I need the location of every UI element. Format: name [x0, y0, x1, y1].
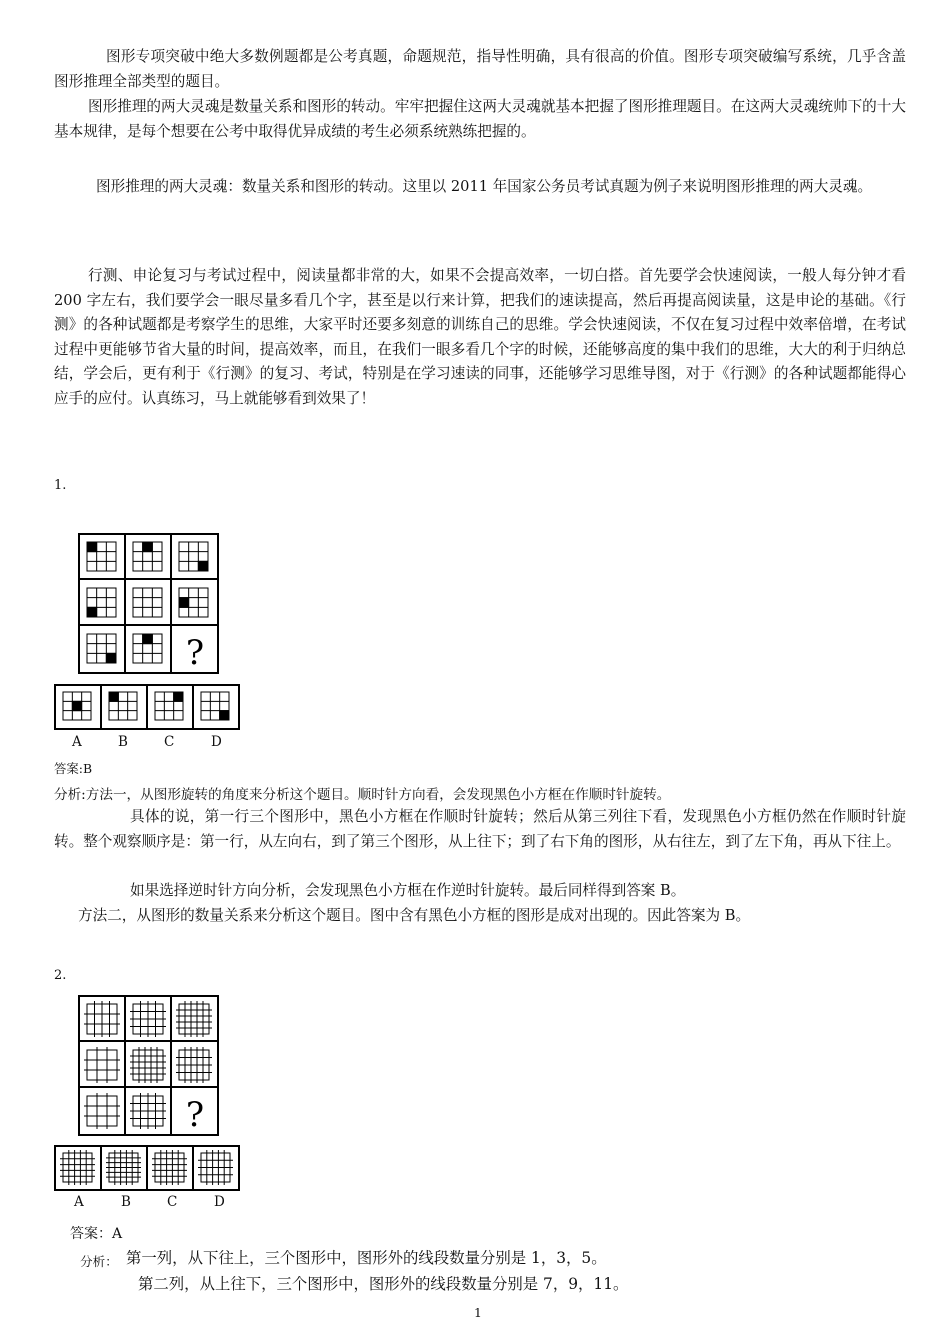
q1-cell-1-2: [179, 588, 208, 617]
q1-option-b-label: B: [118, 734, 128, 750]
q2-number: 2.: [54, 968, 67, 983]
q1-number: 1.: [54, 478, 67, 493]
q2-matrix-figure: [78, 995, 219, 1136]
q1-option-a-label: A: [72, 734, 82, 750]
q2-analysis-2: 第二列，从上往下，三个图形中，图形外的线段数量分别是 7，9，11。: [138, 1275, 629, 1293]
q1-answer: 答案:B: [54, 761, 93, 776]
q1-cell-1-0: [87, 588, 116, 617]
intro-paragraph-4: 行测、申论复习与考试过程中，阅读量都非常的大，如果不会提高效率，一切白搭。首先要学会快速阅读，一般人每分钟才看 200 字左右，我们要学会一眼尽量多看几个字，甚至是以行来计算，把我们的速读提高，然后再提高阅读量，这是申论的基础。《行测》的各种试题都是考察学生的思维，大家平时还要多刻意的训练自己的思维。学会快速阅读，不仅在复习过程中效率倍增，在考试过程中更能够节省大量的时间，提高效率，而且，在我们一眼多看几个字的时候，还能够高度的集中我们的思维，大大的利于归纳总结，学会后，更有利于《行测》的复习、考试，特别是在学习速读的同事，还能够学习思维导图，对于《行测》的各种试题都能得心应手的应付。认真练习，马上就能够看到效果了！: [54, 267, 906, 407]
q1-analysis-1: 分析:方法一，从图形旋转的角度来分析这个题目。顺时针方向看，会发现黑色小方框在作顺时针旋转。: [54, 787, 671, 803]
q1-option-0-grid: [63, 692, 91, 720]
q2-option-d-label: D: [214, 1194, 225, 1210]
q2-cell-0-2: [176, 1001, 212, 1037]
q1-option-2-grid: [155, 692, 183, 720]
q1-question-mark: ?: [185, 633, 205, 673]
q1-option-3-grid: [201, 692, 229, 720]
q2-cell-2-1: [130, 1093, 166, 1129]
q1-matrix-figure: [78, 533, 219, 674]
q1-analysis-4: 方法二，从图形的数量关系来分析这个题目。图中含有黑色小方框的图形是成对出现的。因此答案为 B。: [78, 907, 751, 924]
q1-cell-2-1: [133, 634, 162, 663]
intro-paragraph-2: 图形推理的两大灵魂是数量关系和图形的转动。牢牢把握住这两大灵魂就基本把握了图形推理题目。在这两大灵魂统帅下的十大基本规律，是每个想要在公考中取得优异成绩的考生必须系统熟练把握的。: [54, 98, 906, 140]
q1-options-figure: [54, 684, 240, 730]
q1-analysis-2: 具体的说，第一行三个图形中，黑色小方框在作顺时针旋转；然后从第三列往下看，发现黑色小方框仍然在作顺时针旋转。整个观察顺序是：第一行，从左向右，到了第三个图形，从上往下；到了右下角的图形，从右往左，到了左下角，再从下往上。: [54, 808, 906, 850]
q2-analysis-1: 第一列，从下往上，三个图形中，图形外的线段数量分别是 1，3，5。: [126, 1249, 607, 1267]
q1-option-1-grid: [109, 692, 137, 720]
q2-option-1-grid: [106, 1150, 141, 1185]
q1-cell-0-2: [179, 542, 208, 571]
q1-option-d-label: D: [211, 734, 222, 750]
q2-analysis-prefix: 分析：: [80, 1254, 118, 1269]
q2-question-mark: ?: [185, 1095, 205, 1135]
q1-analysis-3: 如果选择逆时针方向分析，会发现黑色小方框在作逆时针旋转。最后同样得到答案 B。: [130, 882, 686, 899]
q2-option-3-grid: [198, 1150, 233, 1185]
q1-cell-2-0: [87, 634, 116, 663]
q2-option-c-label: C: [167, 1194, 178, 1210]
q1-cell-0-1: [133, 542, 162, 571]
page-number: 1: [474, 1305, 482, 1320]
q2-cell-1-2: [176, 1047, 212, 1083]
q2-cell-2-0: [84, 1093, 120, 1129]
q2-option-0-grid: [60, 1150, 95, 1185]
q2-cell-1-1: [130, 1047, 166, 1083]
q1-cell-0-0: [87, 542, 116, 571]
intro-paragraph-1: 图形专项突破中绝大多数例题都是公考真题，命题规范，指导性明确，具有很高的价值。图形专项突破编写系统，几乎含盖图形推理全部类型的题目。: [54, 48, 906, 90]
q2-option-b-label: B: [121, 1194, 131, 1210]
q2-cell-0-1: [130, 1001, 166, 1037]
q1-cell-1-1: [133, 588, 162, 617]
intro-paragraph-3: 图形推理的两大灵魂：数量关系和图形的转动。这里以 2011 年国家公务员考试真题为例子来说明图形推理的两大灵魂。: [96, 178, 873, 195]
q2-option-2-grid: [152, 1150, 187, 1185]
q2-options-figure: [54, 1145, 240, 1191]
q2-option-a-label: A: [74, 1194, 84, 1210]
q1-option-c-label: C: [164, 734, 175, 750]
q2-cell-0-0: [84, 1001, 120, 1037]
q2-answer: 答案：A: [70, 1226, 123, 1242]
q2-cell-1-0: [84, 1047, 120, 1083]
